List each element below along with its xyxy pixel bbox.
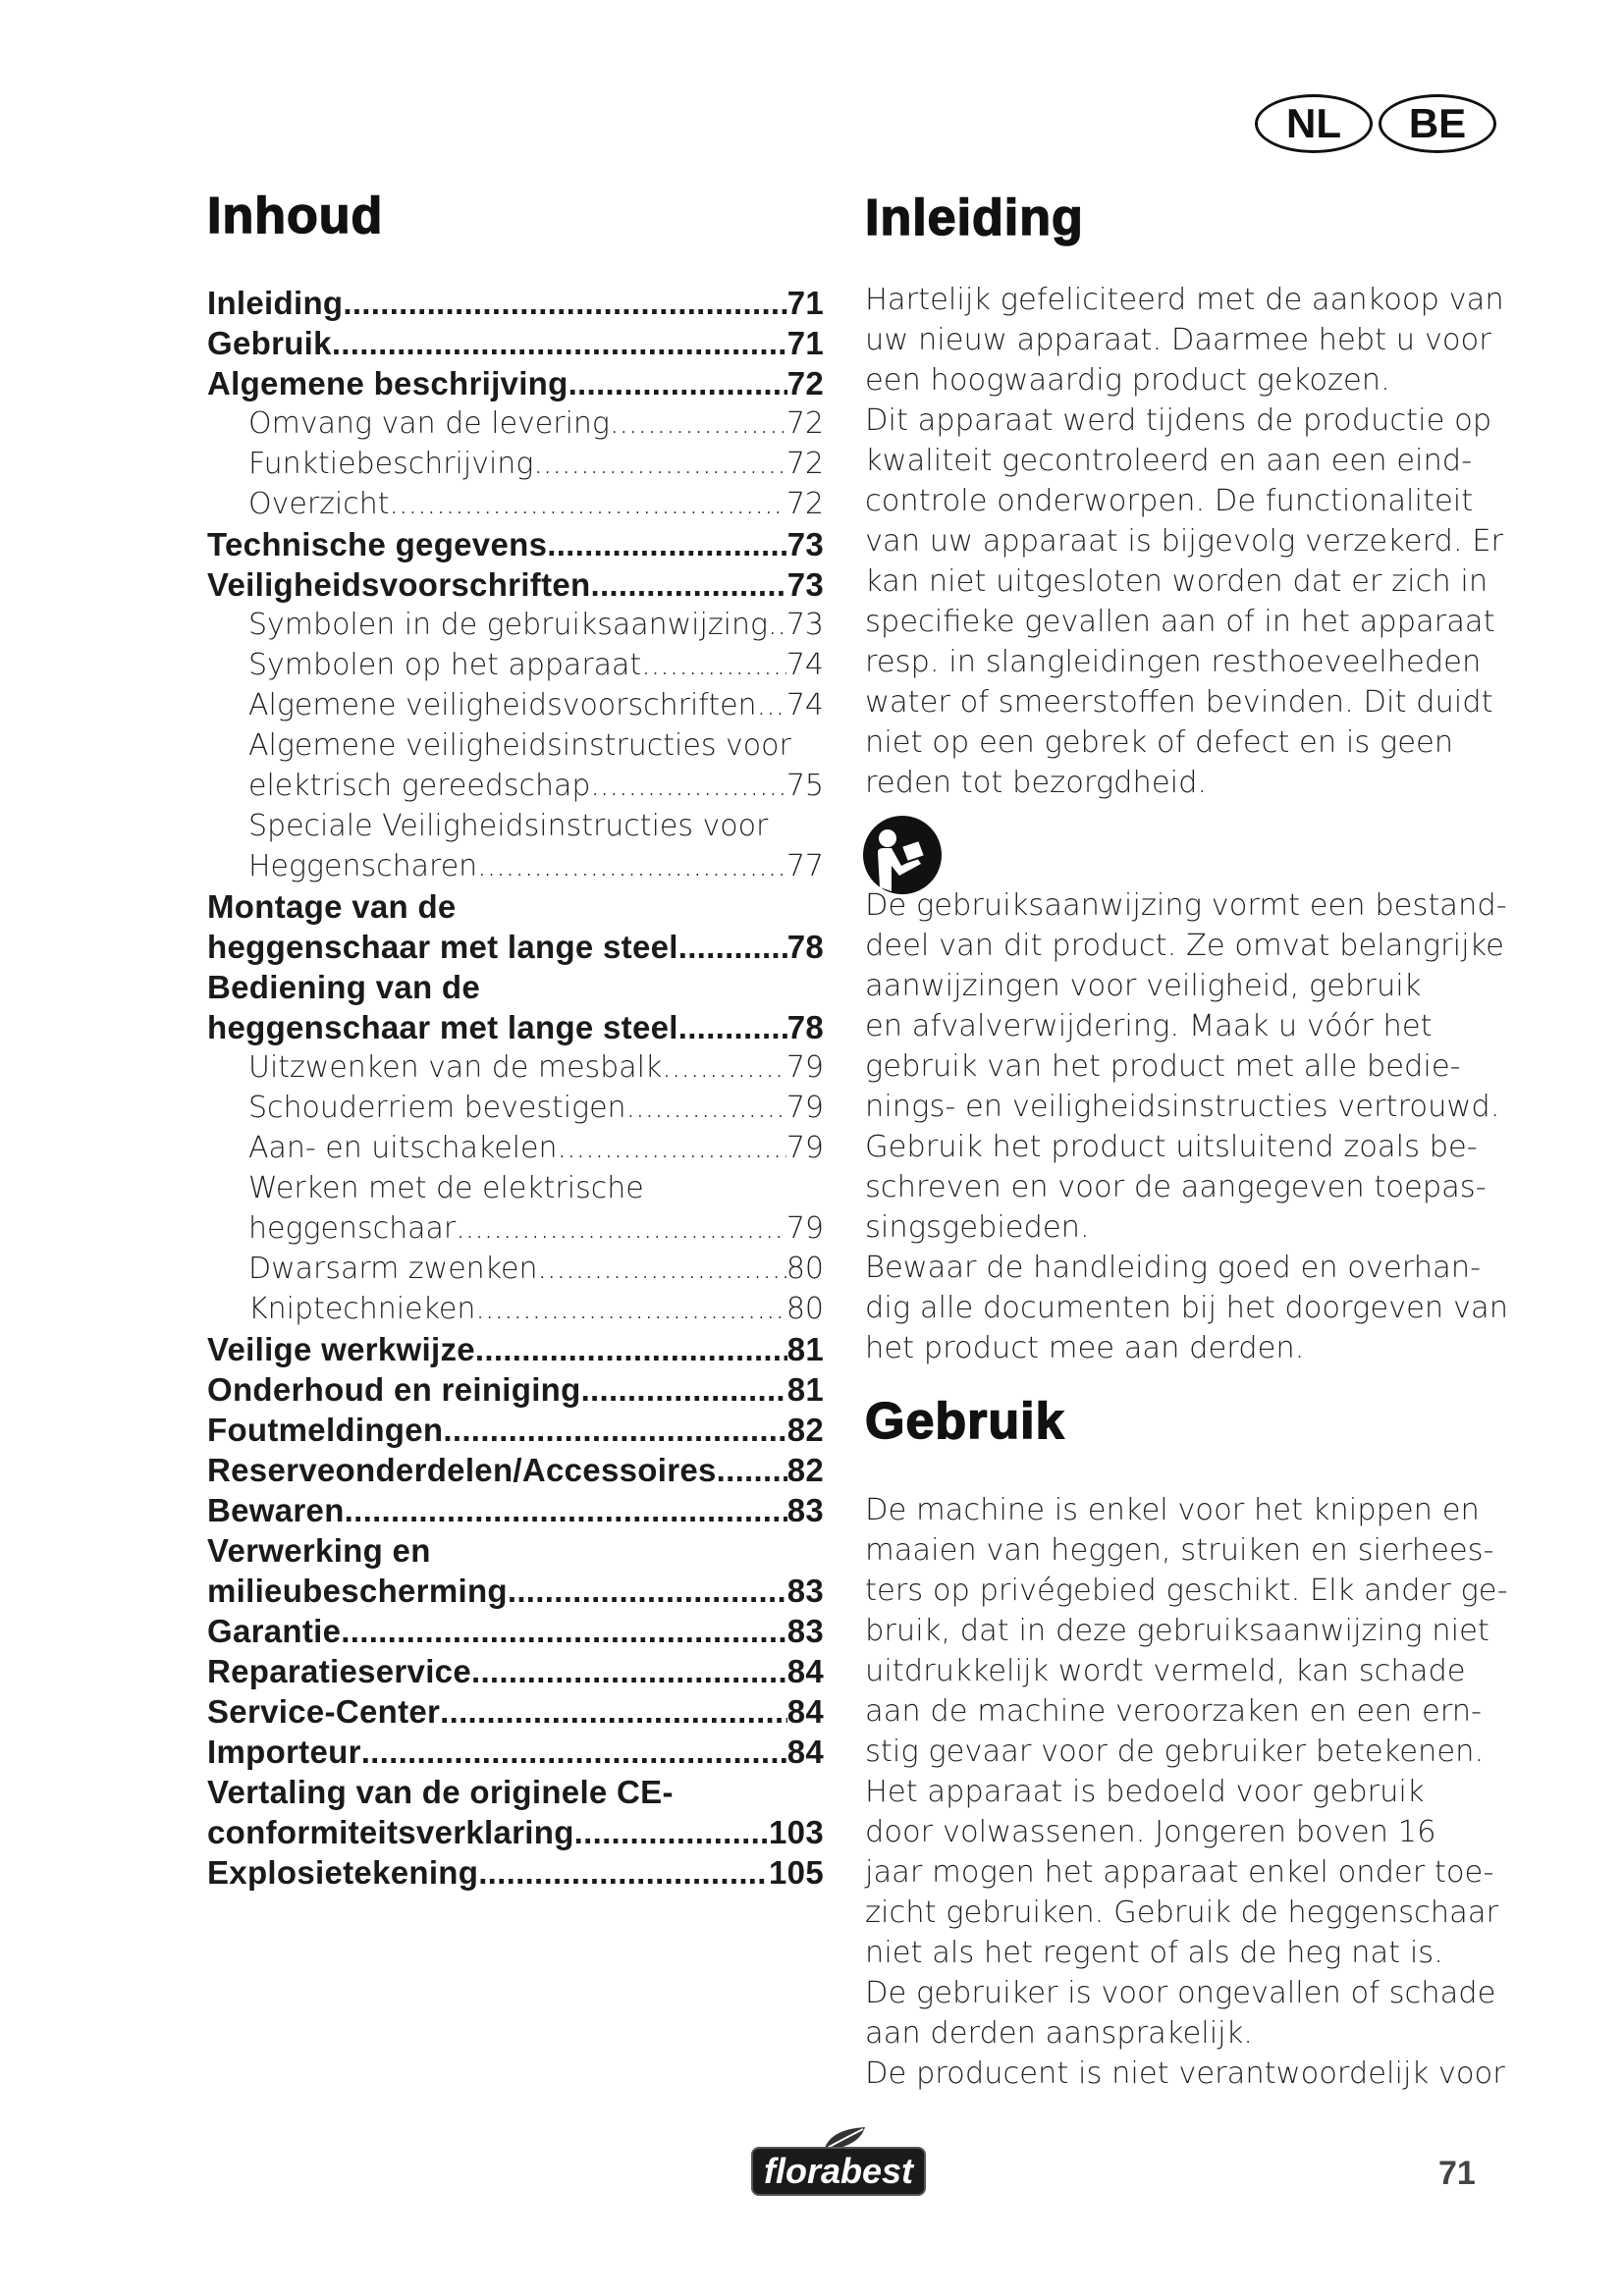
toc-entry[interactable] (207, 1812, 824, 1852)
toc-entry-page: 103 (769, 1814, 824, 1850)
toc-entry-title: milieubescherming (207, 1573, 508, 1609)
toc-leader-dots (475, 1289, 785, 1329)
toc-entry-page: 72 (785, 447, 824, 481)
toc-entry-page: 72 (786, 365, 824, 401)
toc-entry-title: Reserveonderdelen/Accessoires (207, 1452, 717, 1488)
toc-entry-page: 84 (786, 1734, 824, 1770)
toc-entry-title: Veiligheidsvoorschriften (207, 566, 591, 603)
text-line: specifieke gevallen aan of in het apparaat (865, 605, 1495, 639)
toc-entry-page: 75 (785, 769, 824, 803)
toc-entry-title: Foutmeldingen (207, 1412, 444, 1448)
toc-entry[interactable] (207, 1691, 824, 1732)
toc-entry[interactable] (207, 444, 824, 484)
text-line: Hartelijk gefeliciteerd met de aankoop van (865, 283, 1504, 317)
toc-entry-title: Algemene beschrijving (207, 365, 568, 401)
logo-text: florabest (751, 2147, 926, 2196)
toc-entry[interactable] (207, 1651, 824, 1691)
toc-leader-dots (440, 1691, 787, 1732)
toc-entry-page: 74 (785, 648, 824, 682)
toc-entry-title: Veilige werkwijze (207, 1331, 475, 1367)
intro-title: Inleiding (865, 189, 1084, 246)
toc-entry-page: 74 (785, 688, 824, 722)
toc-entry[interactable] (207, 645, 824, 685)
toc-entry[interactable] (207, 1289, 824, 1329)
toc-entry[interactable] (207, 564, 824, 605)
toc-entry-lead (207, 886, 824, 927)
toc-entry-page: 84 (786, 1693, 824, 1730)
text-line: uw nieuw apparaat. Daarmee hebt u voor (865, 323, 1491, 357)
toc-leader-dots (547, 524, 786, 564)
toc-entry-title: Inleiding (207, 285, 344, 321)
page-number: 71 (1438, 2155, 1476, 2192)
toc-entry[interactable] (207, 484, 824, 524)
toc-leader-dots (757, 685, 786, 725)
intro-paragraph-2 (865, 885, 1509, 1368)
toc-entry-lead (207, 806, 824, 846)
toc-entry-page: 83 (786, 1613, 824, 1649)
toc-entry-page: 71 (786, 325, 824, 361)
toc-title: Inhoud (207, 187, 384, 244)
text-line: nings- en veiligheidsinstructies vertrouwd. (865, 1090, 1500, 1124)
toc-entry-title: Heggenscharen (248, 849, 478, 883)
toc-entry[interactable] (207, 685, 824, 725)
toc-entry-title: heggenschaar (248, 1211, 457, 1246)
toc-entry[interactable] (207, 1732, 824, 1772)
toc-entry-page: 83 (786, 1573, 824, 1609)
text-line: van uw apparaat is bijgevolg verzekerd. Er (865, 524, 1504, 559)
toc-leader-dots (568, 363, 787, 403)
text-line: controle onderworpen. De functionaliteit (865, 484, 1474, 518)
toc-leader-dots (341, 1611, 786, 1651)
toc-entry-page: 78 (786, 1009, 824, 1045)
text-line: bruik, dat in deze gebruiksaanwijzing niet (865, 1614, 1489, 1648)
text-line: aan de machine veroorzaken en een ern- (865, 1694, 1483, 1729)
toc-entry-title: conformiteitsverklaring (207, 1814, 574, 1850)
text-line: kan niet uitgesloten worden dat er zich in (865, 564, 1489, 599)
toc-entry-page: 83 (786, 1492, 824, 1528)
toc-entry-title: heggenschaar met lange steel (207, 1009, 678, 1045)
toc-entry-title: Gebruik (207, 325, 332, 361)
text-line: uitdrukkelijk wordt vermeld, kan schade (865, 1654, 1466, 1688)
toc-entry-page: 81 (786, 1371, 824, 1408)
toc-entry-page: 80 (785, 1292, 824, 1326)
toc-entry-title-line: Vertaling van de originele CE- (207, 1774, 674, 1810)
text-line: De machine is enkel voor het knippen en (865, 1493, 1480, 1527)
text-line: dig alle documenten bij het doorgeven van (865, 1291, 1509, 1325)
toc-entry-title: heggenschaar met lange steel (207, 929, 678, 965)
toc-leader-dots (626, 1088, 786, 1128)
toc-entry-page: 105 (769, 1854, 824, 1891)
usage-paragraph (865, 1490, 1508, 2094)
toc-entry-page: 80 (785, 1252, 824, 1286)
text-line: singsgebieden. (865, 1210, 1090, 1245)
toc-entry[interactable] (207, 1007, 824, 1047)
toc-entry[interactable] (207, 524, 824, 564)
toc-entry[interactable] (207, 1329, 824, 1369)
toc-entry-title-line: Verwerking en (207, 1532, 431, 1569)
toc-leader-dots (456, 1208, 786, 1249)
toc-leader-dots (610, 403, 786, 444)
toc-leader-dots (678, 1007, 787, 1047)
text-line: aanwijzingen voor veiligheid, gebruik (865, 969, 1422, 1003)
toc-entry-page: 82 (786, 1452, 824, 1488)
read-manual-icon (862, 815, 943, 895)
text-line: schreven en voor de aangegeven toepas- (865, 1170, 1487, 1204)
toc-entry-page: 82 (786, 1412, 824, 1448)
toc-leader-dots (443, 1410, 786, 1450)
text-line: en afvalverwijdering. Maak u vóór het (865, 1009, 1433, 1043)
toc-entry-page: 73 (786, 566, 824, 603)
toc-entry-title: Aan- en uitschakelen (248, 1131, 558, 1165)
text-line: Gebruik het product uitsluitend zoals be- (865, 1130, 1478, 1164)
toc-leader-dots (768, 605, 786, 645)
toc-entry[interactable] (207, 1410, 824, 1450)
text-line: water of smeerstoffen bevinden. Dit duidt (865, 685, 1493, 720)
toc-entry-page: 72 (785, 487, 824, 521)
toc-entry-lead (207, 725, 824, 766)
toc-leader-dots (361, 1732, 787, 1772)
text-line: De gebruiker is voor ongevallen of schade (865, 1976, 1496, 2010)
intro-paragraph-1 (865, 280, 1504, 803)
toc-entry-title: Funktiebeschrijving (248, 447, 534, 481)
toc-entry-lead (207, 1772, 824, 1812)
toc-leader-dots (590, 766, 785, 806)
toc-entry-title-line: Algemene veiligheidsinstructies voor (248, 728, 791, 763)
toc-entry[interactable] (207, 1249, 824, 1289)
toc-leader-dots (590, 564, 786, 605)
toc-entry-page: 84 (786, 1653, 824, 1689)
text-line: De producent is niet verantwoordelijk voor (865, 2056, 1505, 2091)
toc-entry-page: 77 (785, 849, 824, 883)
toc-entry-title: Reparatieservice (207, 1653, 471, 1689)
toc-entry[interactable] (207, 1047, 824, 1088)
toc-entry-title: Explosietekening (207, 1854, 479, 1891)
toc-entry-title-line: Speciale Veiligheidsinstructies voor (248, 809, 769, 843)
toc-entry[interactable] (207, 846, 824, 886)
toc-leader-dots (581, 1369, 787, 1410)
toc-entry[interactable] (207, 403, 824, 444)
text-line: stig gevaar voor de gebruiker betekenen. (865, 1735, 1485, 1769)
toc-entry-page: 72 (785, 406, 824, 441)
toc-leader-dots (345, 1490, 787, 1530)
florabest-logo (751, 2125, 928, 2194)
toc-entry[interactable] (207, 283, 824, 323)
toc-entry-title-line: Montage van de (207, 888, 457, 925)
text-line: jaar mogen het apparaat enkel onder toe- (865, 1855, 1494, 1890)
toc-entry-lead (207, 1530, 824, 1571)
text-line: door volwassenen. Jongeren boven 16 (865, 1815, 1436, 1849)
text-line: resp. in slangleidingen resthoeveelheden (865, 645, 1482, 679)
toc-leader-dots (471, 1651, 787, 1691)
toc-entry-page: 73 (785, 608, 824, 642)
toc-entry-page: 81 (786, 1331, 824, 1367)
toc-leader-dots (477, 846, 786, 886)
toc-entry[interactable] (207, 605, 824, 645)
toc-entry-page: 79 (785, 1131, 824, 1165)
text-line: Dit apparaat werd tijdens de productie op (865, 403, 1492, 438)
toc-entry[interactable] (207, 927, 824, 967)
toc-entry[interactable] (207, 1088, 824, 1128)
toc-leader-dots (390, 484, 786, 524)
toc-leader-dots (508, 1571, 787, 1611)
toc-entry[interactable] (207, 1369, 824, 1410)
toc-entry-title: Importeur (207, 1734, 361, 1770)
toc-entry-title: Kniptechnieken (248, 1292, 476, 1326)
toc-leader-dots (332, 323, 787, 363)
table-of-contents (207, 283, 824, 1893)
text-line: een hoogwaardig product gekozen. (865, 363, 1390, 398)
toc-entry-title: Omvang van de levering (248, 406, 610, 441)
toc-entry-title: Bewaren (207, 1492, 345, 1528)
text-line: deel van dit product. Ze omvat belangrijke (865, 929, 1504, 963)
toc-leader-dots (678, 927, 787, 967)
toc-leader-dots (662, 1047, 786, 1088)
toc-entry-lead (207, 1168, 824, 1208)
toc-entry[interactable] (207, 1571, 824, 1611)
text-line: De gebruiksaanwijzing vormt een bestand- (865, 888, 1507, 923)
text-line: niet op een gebrek of defect en is geen (865, 725, 1454, 760)
toc-entry-title: Onderhoud en reiniging (207, 1371, 581, 1408)
toc-entry[interactable] (207, 1450, 824, 1490)
text-line: niet als het regent of als de heg nat is. (865, 1936, 1443, 1970)
toc-entry-title: Overzicht (248, 487, 390, 521)
text-line: gebruik van het product met alle bedie- (865, 1049, 1461, 1084)
toc-leader-dots (533, 444, 785, 484)
toc-entry-title: Schouderriem bevestigen (248, 1091, 626, 1125)
text-line: aan derden aansprakelijk. (865, 2016, 1253, 2051)
toc-entry-title: Service-Center (207, 1693, 441, 1730)
text-line: zicht gebruiken. Gebruik de heggenschaar (865, 1896, 1499, 1930)
toc-entry[interactable] (207, 1611, 824, 1651)
toc-entry[interactable] (207, 766, 824, 806)
usage-title: Gebruik (865, 1393, 1065, 1450)
toc-entry[interactable] (207, 323, 824, 363)
toc-entry[interactable] (207, 363, 824, 403)
toc-leader-dots (717, 1450, 787, 1490)
text-line: kwaliteit gecontroleerd en aan een eind- (865, 444, 1473, 478)
toc-entry-page: 79 (785, 1050, 824, 1085)
toc-entry-title: elektrisch gereedschap (248, 769, 591, 803)
toc-entry-page: 79 (785, 1211, 824, 1246)
toc-entry-title: Symbolen in de gebruiksaanwijzing (248, 608, 768, 642)
toc-entry[interactable] (207, 1490, 824, 1530)
toc-entry[interactable] (207, 1128, 824, 1168)
toc-leader-dots (574, 1812, 769, 1852)
text-line: ters op privégebied geschikt. Elk ander ge- (865, 1574, 1508, 1608)
toc-entry-lead (207, 967, 824, 1007)
toc-entry-page: 79 (785, 1091, 824, 1125)
toc-entry-title: Symbolen op het apparaat (248, 648, 642, 682)
toc-entry-page: 78 (786, 929, 824, 965)
toc-entry-title: Algemene veiligheidsvoorschriften (248, 688, 757, 722)
toc-leader-dots (537, 1249, 785, 1289)
toc-entry-title: Uitzwenken van de mesbalk (248, 1050, 663, 1085)
toc-leader-dots (478, 1852, 769, 1893)
toc-entry[interactable] (207, 1208, 824, 1249)
text-line: reden tot bezorgdheid. (865, 766, 1208, 800)
language-badges (1255, 94, 1496, 153)
toc-leader-dots (641, 645, 786, 685)
text-line: Bewaar de handleiding goed en overhan- (865, 1251, 1482, 1285)
toc-entry-page: 73 (786, 526, 824, 562)
toc-entry-title: Dwarsarm zwenken (248, 1252, 538, 1286)
text-line: Het apparaat is bedoeld voor gebruik (865, 1775, 1425, 1809)
text-line: maaien van heggen, struiken en sierhees- (865, 1533, 1494, 1568)
toc-entry[interactable] (207, 1852, 824, 1893)
toc-entry-page: 71 (786, 285, 824, 321)
badge-nl: NL (1255, 94, 1373, 153)
toc-entry-title-line: Bediening van de (207, 969, 481, 1005)
toc-leader-dots (475, 1329, 787, 1369)
toc-entry-title-line: Werken met de elektrische (248, 1171, 644, 1205)
badge-be: BE (1379, 94, 1496, 153)
toc-leader-dots (343, 283, 786, 323)
text-line: het product mee aan derden. (865, 1331, 1305, 1365)
toc-entry-title: Technische gegevens (207, 526, 548, 562)
toc-entry-title: Garantie (207, 1613, 342, 1649)
toc-leader-dots (558, 1128, 786, 1168)
